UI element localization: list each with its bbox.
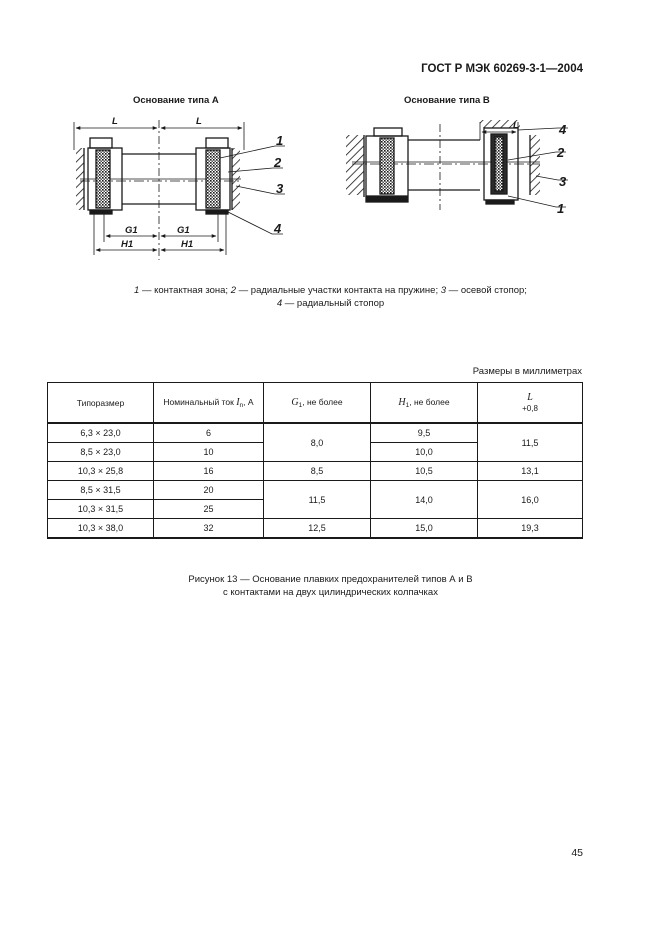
cell-h1: 14,0 xyxy=(371,481,478,519)
page-number: 45 xyxy=(571,847,583,859)
cell-current: 6 xyxy=(154,423,264,443)
table-row xyxy=(48,519,583,539)
figure-b-callout-4: 4 xyxy=(559,122,567,137)
figure-b-dim-label-l: L xyxy=(513,120,519,131)
cell-current: 20 xyxy=(154,481,264,500)
legend-text-3: — осевой стопор; xyxy=(446,285,527,296)
cell-size: 8,5 × 23,0 xyxy=(48,443,154,462)
table-row xyxy=(48,462,583,481)
table-row xyxy=(48,423,583,443)
cell-g1: 11,5 xyxy=(264,481,371,519)
dim-label-g1-right: G1 xyxy=(177,225,190,236)
header-h1: $H_1$, не более xyxy=(371,383,478,424)
cell-g1: 8,0 xyxy=(264,423,371,462)
header-size: Типоразмер xyxy=(48,383,154,424)
figure-a-drawing xyxy=(0,0,661,280)
header-g1: $G_1$, не более xyxy=(264,383,371,424)
cell-current: 10 xyxy=(154,443,264,462)
document-header: ГОСТ Р МЭК 60269-3-1—2004 xyxy=(421,63,583,75)
figure-a-callout-2: 2 xyxy=(274,155,282,170)
legend-text-2: — радиальные участки контакта на пружине; xyxy=(236,285,441,296)
caption-line-1: Рисунок 13 — Основание плавких предохранителей типов А и В xyxy=(188,574,473,585)
cell-current: 32 xyxy=(154,519,264,539)
units-note: Размеры в миллиметрах xyxy=(472,366,582,377)
header-current: Номинальный ток $I_n$, А xyxy=(154,383,264,424)
table-header-row xyxy=(48,383,583,424)
legend-num-1: 1 xyxy=(134,285,140,296)
legend-text-4: — радиальный стопор xyxy=(282,298,385,309)
cell-h1: 10,5 xyxy=(371,462,478,481)
figure-caption xyxy=(40,573,621,599)
cell-size: 6,3 × 23,0 xyxy=(48,423,154,443)
figure-b-title: Основание типа В xyxy=(404,95,490,106)
cell-size: 10,3 × 38,0 xyxy=(48,519,154,539)
figure-a-dimension-labels xyxy=(112,116,202,250)
figure-a-callout-4: 4 xyxy=(274,221,282,236)
header-l: L +0,8 xyxy=(478,383,583,424)
cell-g1: 12,5 xyxy=(264,519,371,539)
figure-b-callout-3: 3 xyxy=(559,174,567,189)
figure-a-body xyxy=(76,120,241,260)
cell-h1: 15,0 xyxy=(371,519,478,539)
dim-label-h1-left: H1 xyxy=(121,239,134,250)
cell-h1: 9,5 xyxy=(371,423,478,443)
dimensions-table xyxy=(47,382,583,539)
cell-l: 13,1 xyxy=(478,462,583,481)
cell-l: 11,5 xyxy=(478,423,583,462)
cell-current: 16 xyxy=(154,462,264,481)
cell-current: 25 xyxy=(154,500,264,519)
dim-label-l-left: L xyxy=(112,116,118,127)
cell-l: 19,3 xyxy=(478,519,583,539)
legend-num-3: 3 xyxy=(440,285,447,296)
figure-a-callout-3: 3 xyxy=(276,181,284,196)
figure-a-title: Основание типа А xyxy=(133,95,219,106)
caption-line-2: с контактами на двух цилиндрических колпачках xyxy=(223,587,438,598)
cell-h1: 10,0 xyxy=(371,443,478,462)
figure-b-callout-2: 2 xyxy=(557,145,565,160)
figure-legend xyxy=(40,284,621,310)
cell-g1: 8,5 xyxy=(264,462,371,481)
cell-size: 10,3 × 25,8 xyxy=(48,462,154,481)
dim-label-g1-left: G1 xyxy=(125,225,138,236)
figure-a-callout-1: 1 xyxy=(276,133,284,148)
dim-label-h1-right: H1 xyxy=(181,239,194,250)
cell-size: 10,3 × 31,5 xyxy=(48,500,154,519)
legend-num-4: 4 xyxy=(276,298,283,309)
table-row xyxy=(48,481,583,500)
figure-a-callouts xyxy=(273,133,284,236)
figure-b-callouts xyxy=(556,122,567,216)
dim-label-l-right: L xyxy=(196,116,202,127)
cell-l: 16,0 xyxy=(478,481,583,519)
legend-num-2: 2 xyxy=(230,285,237,296)
legend-text-1: — контактная зона; xyxy=(139,285,231,296)
cell-size: 8,5 × 31,5 xyxy=(48,481,154,500)
figure-b-callout-1: 1 xyxy=(557,201,565,216)
